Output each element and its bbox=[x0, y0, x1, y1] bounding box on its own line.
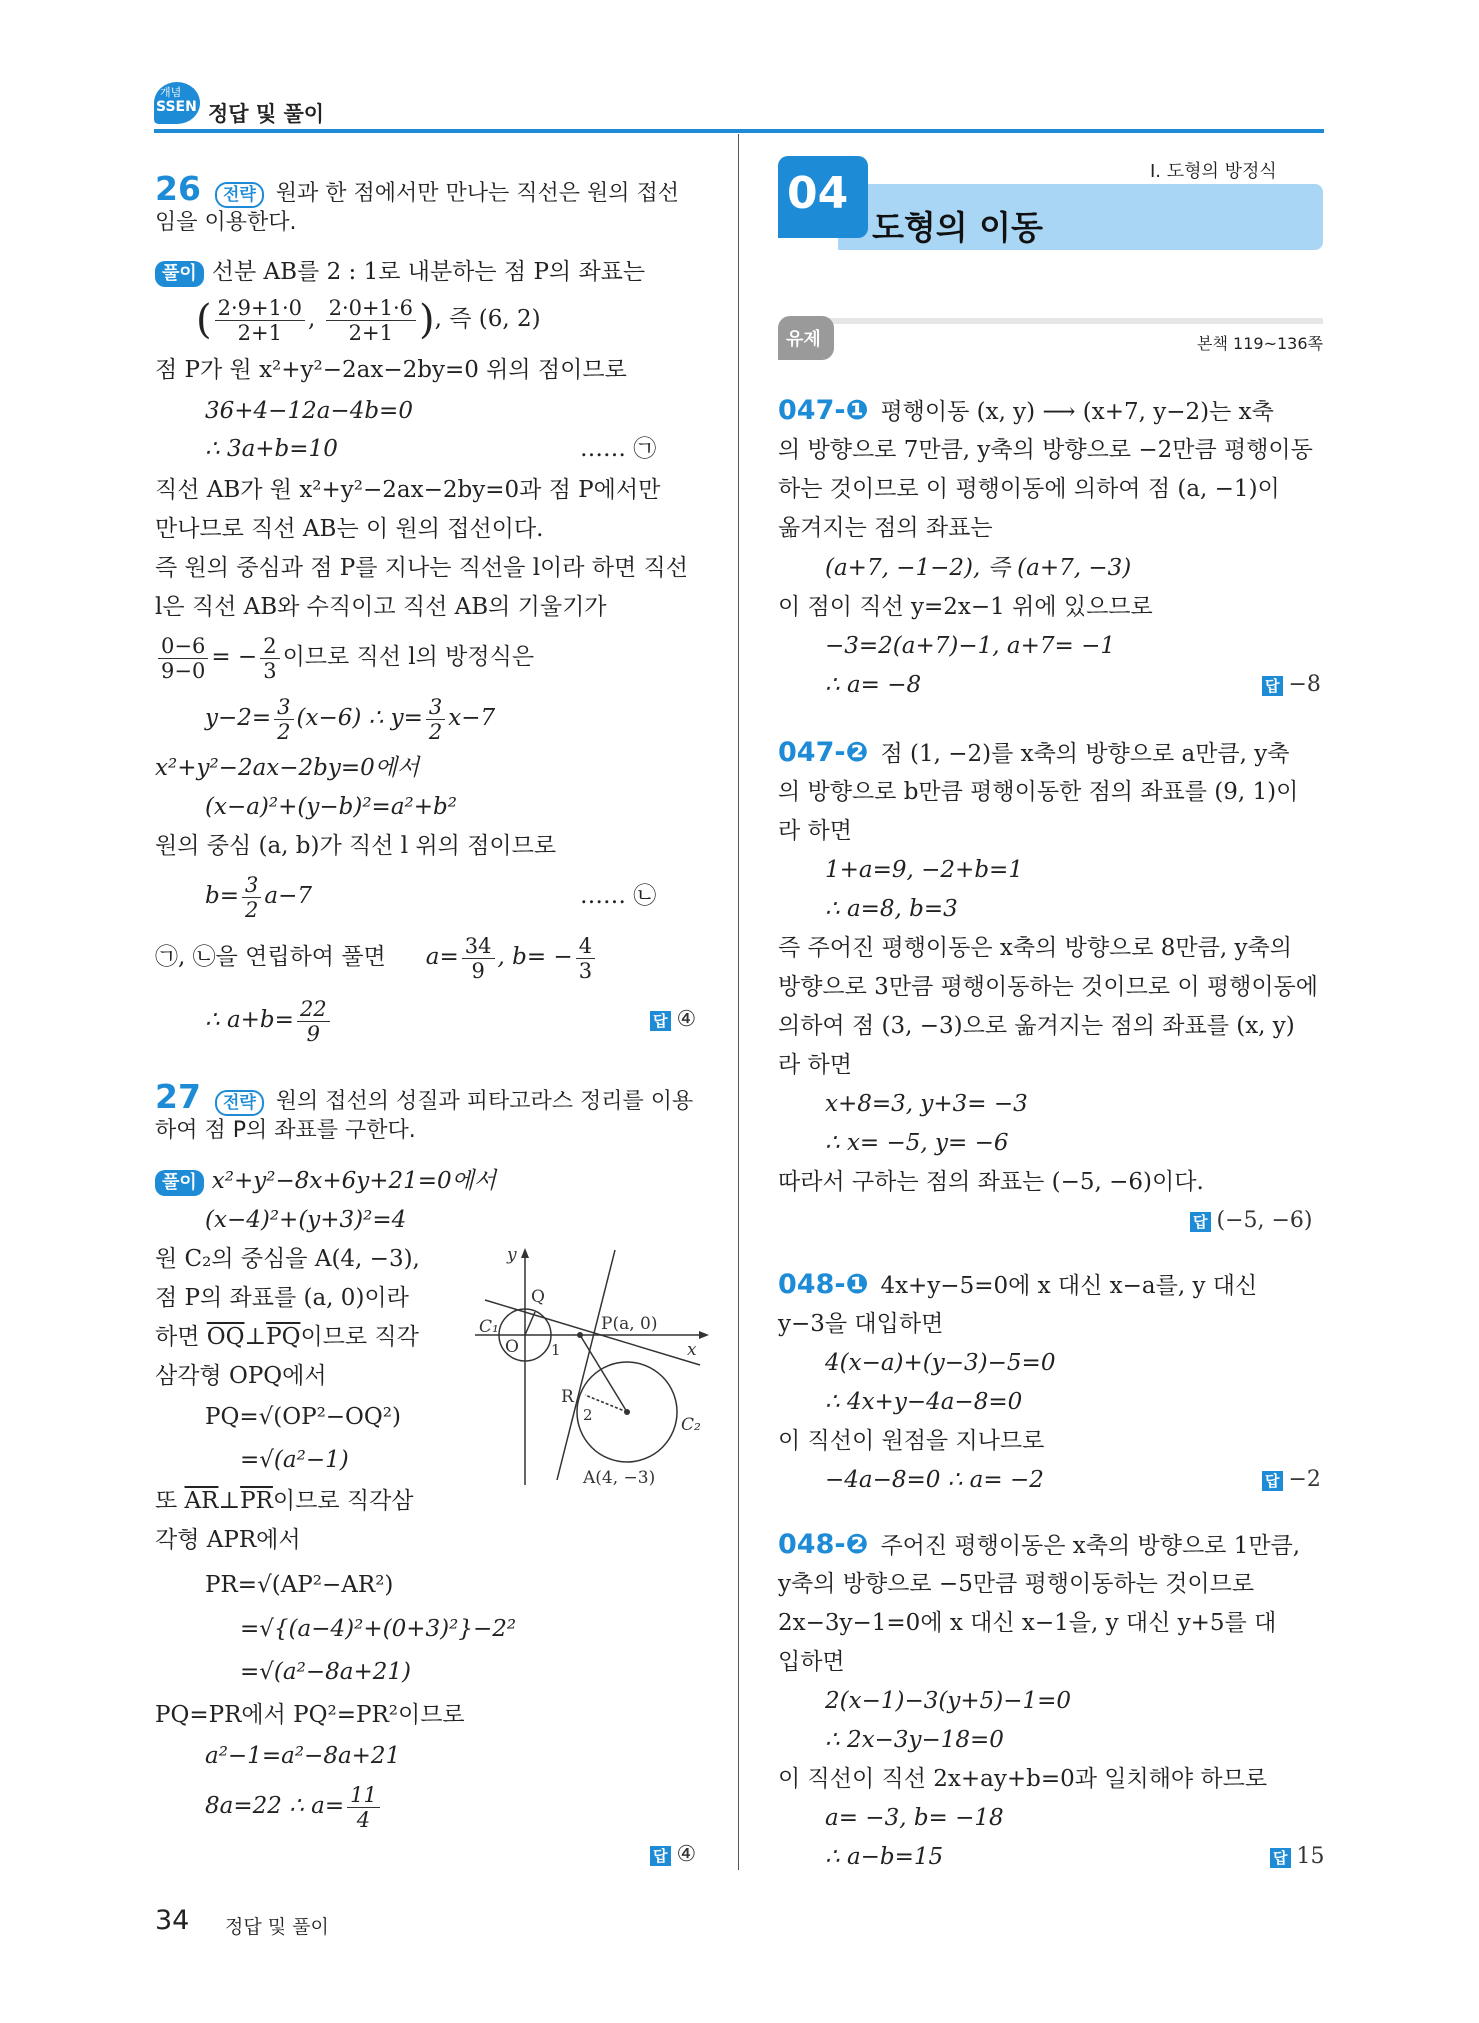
math-line: 1+a=9, −2+b=1 bbox=[825, 857, 1023, 883]
label-r: R bbox=[561, 1387, 574, 1407]
problem-number: 047-❷ bbox=[778, 737, 869, 768]
answer: 답 (−5, −6) bbox=[1190, 1206, 1313, 1236]
page-reference: 본책 119~136쪽 bbox=[1197, 334, 1323, 353]
answer: 답 ④ bbox=[650, 1005, 696, 1035]
footer-label: 정답 및 풀이 bbox=[225, 1916, 329, 1938]
solution-badge: 풀이 bbox=[155, 1170, 204, 1196]
math-line: x²+y²−8x+6y+21=0에서 bbox=[211, 1168, 497, 1194]
math-line: a²−1=a²−8a+21 bbox=[205, 1743, 401, 1769]
problem-number: 27 bbox=[155, 1077, 201, 1116]
label-p: P(a, 0) bbox=[601, 1314, 658, 1334]
problem-number: 047-❶ bbox=[778, 395, 869, 426]
logo-small: 개념 bbox=[160, 86, 182, 99]
text-line: 이 직선이 원점을 지나므로 bbox=[778, 1428, 1045, 1454]
math-line: y−2= $\frac{3}{2}$ (x−6) ∴ y= $\frac{3}{2}$ x−7 bbox=[205, 694, 496, 744]
math-line: ∴ 2x−3y−18=0 bbox=[825, 1727, 1004, 1753]
math-line: ∴ a=8, b=3 bbox=[825, 896, 958, 922]
text-line: y−3을 대입하면 bbox=[778, 1311, 944, 1337]
text-line: 선분 AB를 2 : 1로 내분하는 점 P의 좌표는 bbox=[211, 259, 646, 285]
text-line: 즉 원의 중심과 점 P를 지나는 직선을 l이라 하면 직선 bbox=[155, 555, 688, 581]
text-line: 의 방향으로 b만큼 평행이동한 점의 좌표를 (9, 1)이 bbox=[778, 779, 1299, 805]
answer: 답 ④ bbox=[650, 1840, 696, 1870]
text-line: y축의 방향으로 −5만큼 평행이동하는 것이므로 bbox=[778, 1571, 1255, 1597]
text-line: 입하면 bbox=[778, 1649, 845, 1675]
text-line: 라 하면 bbox=[778, 1052, 852, 1078]
example-tag-bar bbox=[778, 316, 1323, 360]
answer: 답 −8 bbox=[1262, 670, 1321, 700]
text-line: l은 직선 AB와 수직이고 직선 AB의 기울기가 bbox=[155, 594, 607, 620]
math-line: ∴ a+b= $\frac{22}{9}$ bbox=[205, 995, 333, 1046]
math-line: $\frac{0-6}{9-0}$ = − $\frac{2}{3}$ 이므로 직선 l의 방정식은 bbox=[155, 632, 534, 683]
text-line: 4x+y−5=0에 x 대신 x−a를, y 대신 bbox=[880, 1273, 1258, 1299]
text-line: 또 $\overline{AR}\perp\overline{PR}$이므로 직각삼 bbox=[155, 1488, 414, 1514]
math-line: PQ=√(OP²−OQ²) bbox=[205, 1404, 401, 1430]
text-line: 만나므로 직선 AB는 이 원의 접선이다. bbox=[155, 516, 544, 542]
math-line: 4(x−a)+(y−3)−5=0 bbox=[825, 1350, 1056, 1376]
text-line: 점 P가 원 x²+y²−2ax−2by=0 위의 점이므로 bbox=[155, 357, 627, 383]
text-line: 따라서 구하는 점의 좌표는 (−5, −6)이다. bbox=[778, 1169, 1204, 1195]
math-line: ∴ a= −8 bbox=[825, 672, 922, 698]
text-line: 하는 것이므로 이 평행이동에 의하여 점 (a, −1)이 bbox=[778, 476, 1280, 502]
math-line: 8a=22 ∴ a= $\frac{11}{4}$ bbox=[205, 1781, 383, 1832]
header-title: 정답 및 풀이 bbox=[208, 102, 325, 126]
math-line: (a+7, −1−2), 즉 (a+7, −3) bbox=[825, 555, 1132, 581]
section-banner bbox=[778, 156, 1323, 254]
text-line: 의 방향으로 7만큼, y축의 방향으로 −2만큼 평행이동 bbox=[778, 437, 1313, 463]
header-logo bbox=[154, 82, 200, 124]
math-line: ( $\frac{2\cdot 9+1\cdot 0}{2+1}$ , $\frac{2\cdot 0+1\cdot 6}{2+1}$ ), 즉 (6, 2) bbox=[196, 295, 541, 345]
problem-number: 048-❶ bbox=[778, 1269, 869, 1300]
section-title: 도형의 이동 bbox=[872, 208, 1043, 247]
strategy-badge: 전략 bbox=[215, 182, 264, 208]
marker: …… ㉠ bbox=[580, 436, 657, 462]
logo-text: SSEN bbox=[156, 99, 197, 115]
math-line: ∴ a−b=15 bbox=[825, 1844, 944, 1870]
math-line: −4a−8=0 ∴ a= −2 bbox=[825, 1467, 1044, 1493]
label-one: 1 bbox=[551, 1341, 561, 1359]
marker: …… ㉡ bbox=[580, 883, 657, 909]
answer: 답 15 bbox=[1270, 1842, 1325, 1872]
text-line: 이 점이 직선 y=2x−1 위에 있으므로 bbox=[778, 594, 1153, 620]
text-line: PQ=PR에서 PQ²=PR²이므로 bbox=[155, 1702, 465, 1728]
label-x: x bbox=[687, 1340, 697, 1360]
tangent-line-2 bbox=[557, 1250, 615, 1480]
label-q: Q bbox=[531, 1287, 545, 1307]
label-two: 2 bbox=[583, 1406, 593, 1424]
label-c2: C₂ bbox=[681, 1415, 701, 1435]
problem-number: 26 bbox=[155, 169, 201, 208]
strategy-text: 원과 한 점에서만 만나는 직선은 원의 접선 bbox=[275, 181, 680, 206]
text-line: 의하여 점 (3, −3)으로 옮겨지는 점의 좌표를 (x, y) bbox=[778, 1013, 1295, 1039]
math-line: ∴ x= −5, y= −6 bbox=[825, 1130, 1009, 1156]
strategy-text: 임을 이용한다. bbox=[155, 210, 297, 235]
tangent-figure bbox=[465, 1240, 715, 1490]
column-divider bbox=[738, 134, 739, 1870]
math-line: PR=√(AP²−AR²) bbox=[205, 1572, 394, 1598]
solution-badge: 풀이 bbox=[155, 261, 204, 287]
problem-number: 048-❷ bbox=[778, 1529, 869, 1560]
text-line: 각형 APR에서 bbox=[155, 1527, 301, 1553]
math-line: ∴ 3a+b=10 bbox=[205, 436, 338, 462]
label-c1: C₁ bbox=[479, 1317, 499, 1337]
text-line: 즉 주어진 평행이동은 x축의 방향으로 8만큼, y축의 bbox=[778, 935, 1292, 961]
text-line: 라 하면 bbox=[778, 818, 852, 844]
section-number: 04 bbox=[787, 168, 849, 219]
text-line: 주어진 평행이동은 x축의 방향으로 1만큼, bbox=[880, 1533, 1301, 1559]
strategy-badge: 전략 bbox=[215, 1090, 264, 1116]
text-line: 방향으로 3만큼 평행이동하는 것이므로 이 평행이동에 bbox=[778, 974, 1318, 1000]
header-rule bbox=[154, 129, 1324, 133]
text-line: 옮겨지는 점의 좌표는 bbox=[778, 515, 993, 541]
label-y: y bbox=[507, 1245, 517, 1265]
label-a: A(4, −3) bbox=[583, 1468, 656, 1488]
math-line: =√(a²−8a+21) bbox=[240, 1659, 411, 1685]
math-line: =√{(a−4)²+(0+3)²}−2² bbox=[240, 1616, 517, 1642]
chapter-label: I. 도형의 방정식 bbox=[1150, 161, 1277, 182]
math-line: ∴ 4x+y−4a−8=0 bbox=[825, 1389, 1023, 1415]
text-line: 삼각형 OPQ에서 bbox=[155, 1363, 327, 1389]
math-line: a= −3, b= −18 bbox=[825, 1805, 1004, 1831]
text-line: 2x−3y−1=0에 x 대신 x−1을, y 대신 y+5를 대 bbox=[778, 1610, 1277, 1636]
math-line: ㉠, ㉡을 연립하여 풀면 a= $\frac{34}{9}$ , b= − $\frac{4}{3}$ bbox=[155, 932, 598, 983]
text-line: 직선 AB가 원 x²+y²−2ax−2by=0과 점 P에서만 bbox=[155, 477, 661, 503]
math-line: b= $\frac{3}{2}$ a−7 bbox=[205, 872, 312, 922]
text-line: 원의 중심 (a, b)가 직선 l 위의 점이므로 bbox=[155, 833, 557, 859]
page-number: 34 bbox=[155, 1905, 190, 1936]
text-line: 평행이동 (x, y) ⟶ (x+7, y−2)는 x축 bbox=[880, 399, 1274, 425]
text-line: 점 P의 좌표를 (a, 0)이라 bbox=[155, 1285, 409, 1311]
label-o: O bbox=[505, 1337, 519, 1357]
math-line: (x−4)²+(y+3)²=4 bbox=[205, 1207, 407, 1233]
math-line: =√(a²−1) bbox=[240, 1447, 349, 1473]
math-line: (x−a)²+(y−b)²=a²+b² bbox=[205, 794, 457, 820]
math-line: x²+y²−2ax−2by=0에서 bbox=[155, 755, 420, 781]
example-tag: 유제 bbox=[786, 329, 821, 350]
text-line: 원 C₂의 중심을 A(4, −3), bbox=[155, 1246, 420, 1272]
math-line: 2(x−1)−3(y+5)−1=0 bbox=[825, 1688, 1072, 1714]
strategy-text: 하여 점 P의 좌표를 구한다. bbox=[155, 1118, 416, 1143]
text-line: 하면 $\overline{OQ}\perp\overline{PQ}$이므로 직각 bbox=[155, 1324, 419, 1350]
math-line: 36+4−12a−4b=0 bbox=[205, 398, 413, 424]
text-line: 이 직선이 직선 2x+ay+b=0과 일치해야 하므로 bbox=[778, 1766, 1268, 1792]
answer: 답 −2 bbox=[1262, 1465, 1321, 1495]
text-line: 점 (1, −2)를 x축의 방향으로 a만큼, y축 bbox=[880, 741, 1290, 767]
math-line: x+8=3, y+3= −3 bbox=[825, 1091, 1028, 1117]
math-line: −3=2(a+7)−1, a+7= −1 bbox=[825, 633, 1116, 659]
strategy-text: 원의 접선의 성질과 피타고라스 정리를 이용 bbox=[275, 1089, 694, 1114]
